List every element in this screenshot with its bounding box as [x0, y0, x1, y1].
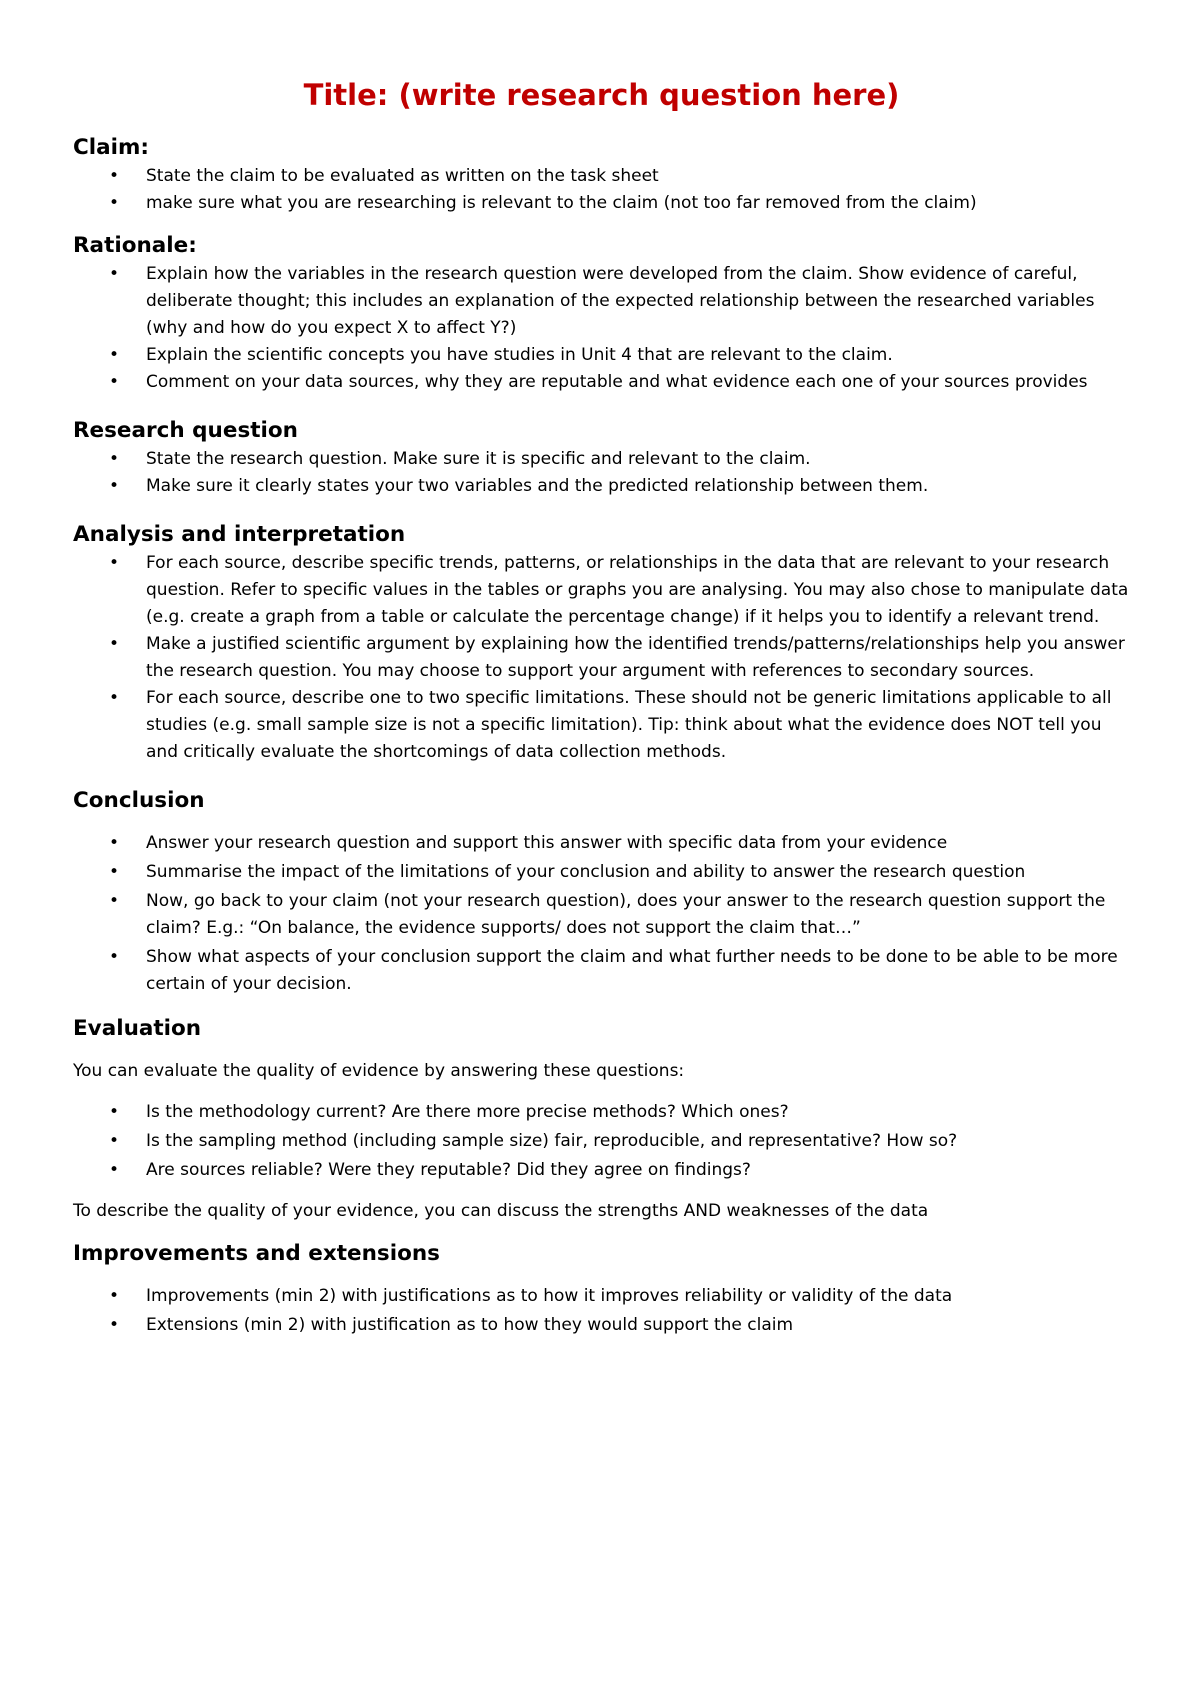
section-evaluation: [73, 1014, 1130, 1225]
list-item: • For each source, describe specific trends, patterns, or relationships in the data that are relevant to your research question. Refer to specific values in the tables or graphs you are analysing. You may also chose to manipulate data (e.g. create a graph from a table or calculate the percentage change) if it helps you to identify a relevant trend.: [73, 550, 1130, 631]
rationale-list: [73, 261, 1130, 396]
list-item: • Is the sampling method (including sample size) fair, reproducible, and representative? How so?: [73, 1128, 1130, 1155]
heading-evaluation: Evaluation: [73, 1016, 202, 1041]
heading-analysis: Analysis and interpretation: [73, 522, 406, 547]
heading-rationale: Rationale:: [73, 233, 197, 258]
list-item: • Summarise the impact of the limitations of your conclusion and ability to answer the research question: [73, 859, 1130, 886]
list-item: • State the claim to be evaluated as written on the task sheet: [73, 163, 1130, 190]
section-analysis: [73, 520, 1130, 766]
evaluation-list: [73, 1099, 1130, 1184]
list-item: • Explain how the variables in the research question were developed from the claim. Show evidence of careful, deliberate thought; this includes an explanation of the expected relationship between the researched variables (why and how do you expect X to affect Y?): [73, 261, 1130, 342]
section-conclusion: [73, 786, 1130, 998]
section-research-question: [73, 416, 1130, 500]
list-item: • Show what aspects of your conclusion support the claim and what further needs to be done to be able to be more certain of your decision.: [73, 944, 1130, 998]
section-claim: [73, 133, 1130, 217]
list-item: • Improvements (min 2) with justifications as to how it improves reliability or validity of the data: [73, 1283, 1130, 1310]
heading-research-question: Research question: [73, 418, 298, 443]
heading-conclusion: Conclusion: [73, 788, 205, 813]
list-item: • Explain the scientific concepts you have studies in Unit 4 that are relevant to the claim.: [73, 342, 1130, 369]
evaluation-intro: You can evaluate the quality of evidence by answering these questions:: [73, 1061, 685, 1081]
conclusion-list: [73, 830, 1130, 998]
analysis-list: [73, 550, 1130, 766]
list-item: • Make a justified scientific argument by explaining how the identified trends/patterns/relationships help you answer the research question. You may choose to support your argument with references to secondary sources.: [73, 631, 1130, 685]
research-question-list: [73, 446, 1130, 500]
claim-list: [73, 163, 1130, 217]
section-rationale: [73, 231, 1130, 396]
list-item: • For each source, describe one to two specific limitations. These should not be generic limitations applicable to all studies (e.g. small sample size is not a specific limitation). Tip: think about what the evidence does NOT tell you and critically evaluate the shortcomings of data collection methods.: [73, 685, 1130, 766]
heading-improvements: Improvements and extensions: [73, 1241, 440, 1266]
list-item: • make sure what you are researching is relevant to the claim (not too far removed from the claim): [73, 190, 1130, 217]
list-item: • State the research question. Make sure it is specific and relevant to the claim.: [73, 446, 1130, 473]
list-item: • Now, go back to your claim (not your research question), does your answer to the research question support the claim? E.g.: “On balance, the evidence supports/ does not support the claim that…”: [73, 888, 1130, 942]
list-item: • Answer your research question and support this answer with specific data from your evidence: [73, 830, 1130, 857]
list-item: • Make sure it clearly states your two variables and the predicted relationship between them.: [73, 473, 1130, 500]
document-title: Title: (write research question here): [303, 78, 900, 112]
evaluation-outro: To describe the quality of your evidence, you can discuss the strengths AND weaknesses of the data: [73, 1201, 929, 1221]
list-item: • Comment on your data sources, why they are reputable and what evidence each one of your sources provides: [73, 369, 1130, 396]
list-item: • Extensions (min 2) with justification as to how they would support the claim: [73, 1312, 1130, 1339]
section-improvements: [73, 1239, 1130, 1339]
list-item: • Are sources reliable? Were they reputable? Did they agree on findings?: [73, 1157, 1130, 1184]
list-item: • Is the methodology current? Are there more precise methods? Which ones?: [73, 1099, 1130, 1126]
improvements-list: [73, 1283, 1130, 1339]
heading-claim: Claim:: [73, 135, 150, 160]
